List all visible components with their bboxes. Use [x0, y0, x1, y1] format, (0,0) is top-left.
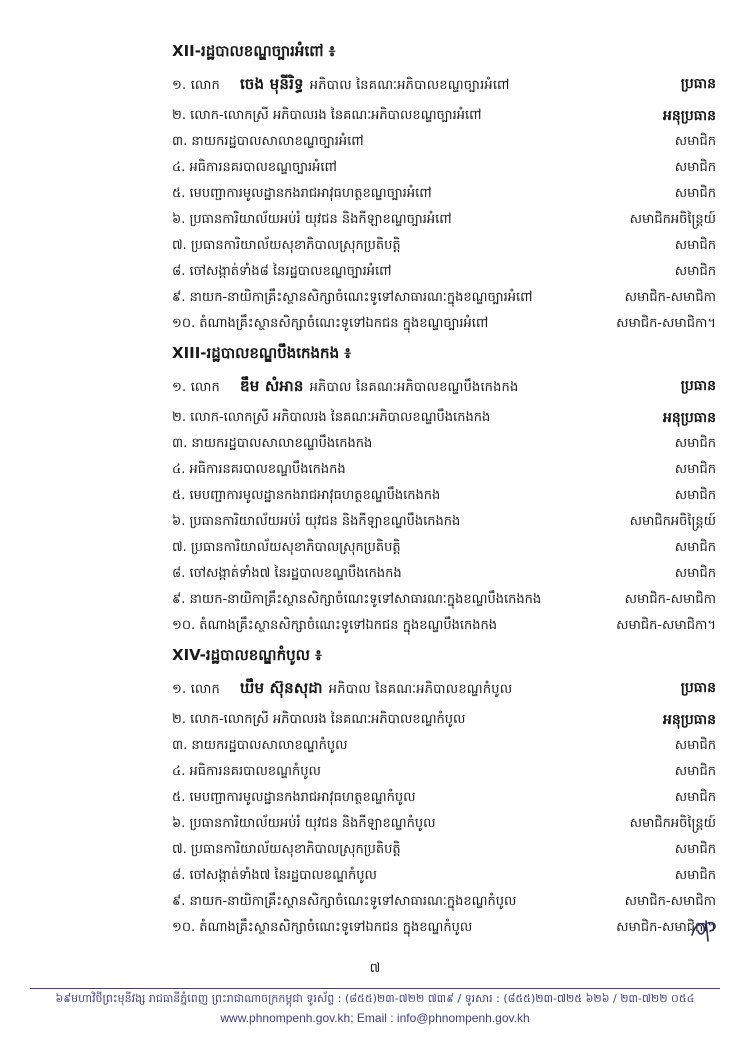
member-text: ៧. ប្រធានការិយាល័យសុខាភិបាលស្រុកប្រតិបត្តិ — [172, 540, 401, 555]
member-text: ៩. នាយក-នាយិកាគ្រឹះស្ថានសិក្សាចំណេះទូទៅសាធារណៈក្នុងខណ្ឌកំបូល — [172, 894, 517, 909]
member-text: ៥. មេបញ្ជាការមូលដ្ឋានកងរាជអាវុធហត្ថខណ្ឌបឹងកេងកង — [172, 488, 441, 503]
member-row — [0, 588, 750, 612]
member-text: ៣. នាយករដ្ឋបាលសាលាខណ្ឌច្បារអំពៅ — [172, 134, 364, 149]
member-position: សមាជិកអចិន្ត្រៃយ៍ — [629, 212, 716, 227]
member-text: ៩. នាយក-នាយិកាគ្រឹះស្ថានសិក្សាចំណេះទូទៅសាធារណៈក្នុងខណ្ឌបឹងកេងកង — [172, 592, 542, 607]
chair-role: អភិបាល នៃគណៈអភិបាលខណ្ឌបឹងកេងកង — [309, 380, 519, 395]
footer-divider — [30, 988, 720, 989]
member-row — [0, 432, 750, 456]
member-position: សមាជិក — [674, 842, 716, 857]
chair-name: ចេង មុនីរិទ្ធ — [240, 75, 304, 93]
member-row — [0, 312, 750, 336]
member-text: ៧. ប្រធានការិយាល័យសុខាភិបាលស្រុកប្រតិបត្តិ — [172, 842, 401, 857]
member-text: ៤. អធិការនគរបាលខណ្ឌកំបូល — [172, 764, 321, 779]
section-title: XII-រដ្ឋបាលខណ្ឌច្បារអំពៅ ៖ — [172, 42, 336, 60]
member-row — [0, 562, 750, 586]
member-position: អនុប្រធាន — [662, 410, 716, 426]
member-text: ៨. ចៅសង្កាត់ទាំង៧ នៃរដ្ឋបាលខណ្ឌបឹងកេងកង — [172, 566, 402, 581]
chair-role: អភិបាល នៃគណៈអភិបាលខណ្ឌកំបូល — [328, 682, 513, 697]
section-title: XIII-រដ្ឋបាលខណ្ឌបឹងកេងកង ៖ — [172, 344, 351, 362]
member-row — [0, 510, 750, 534]
member-row — [0, 156, 750, 180]
member-row — [0, 234, 750, 258]
member-row — [0, 406, 750, 430]
footer-address: ៦៩មហាវិថីព្រះមុនីវង្ស រាជធានីភ្នំពេញ ព្រះរាជាណាចក្រកម្ពុជា ទូរស័ព្ទ : (៨៥៥)២៣-៧២២ ៧៣៩ / ទូរសារ : (៨៥៥)២៣-៧២៥ ៦២៦ / ២៣-៧២២ ០៥៤ — [55, 992, 695, 1005]
member-text: ១០. តំណាងគ្រឹះស្ថានសិក្សាចំណេះទូទៅឯកជន ក្នុងខណ្ឌច្បារអំពៅ — [172, 316, 489, 331]
footer-website: www.phnompenh.gov.kh; Email : info@phnompenh.gov.kh — [220, 1011, 530, 1025]
member-text: ៦. ប្រធានការិយាល័យអប់រំ យុវជន និងកីឡាខណ្ឌកំបូល — [172, 816, 436, 831]
member-text: ៧. ប្រធានការិយាល័យសុខាភិបាលស្រុកប្រតិបត្តិ — [172, 238, 401, 253]
chair-name: ឃឹម ស៊ុនសុដា — [240, 679, 323, 697]
member-row — [0, 864, 750, 888]
initials-signature-icon — [688, 915, 720, 943]
chair-name: ឌឹម សំអាន — [240, 377, 304, 395]
member-row — [0, 708, 750, 732]
member-row — [0, 458, 750, 482]
member-position: សមាជិក — [674, 868, 716, 883]
member-position: សមាជិក — [674, 764, 716, 779]
member-position: សមាជិក-សមាជិកា។ — [616, 316, 716, 331]
member-row — [0, 812, 750, 836]
chair-role: អភិបាល នៃគណៈអភិបាលខណ្ឌច្បារអំពៅ — [309, 78, 510, 93]
chair-position: ប្រធាន — [680, 76, 716, 92]
member-position: សមាជិក — [674, 238, 716, 253]
member-row — [0, 182, 750, 206]
member-position: សមាជិក-សមាជិកា — [624, 894, 716, 909]
chair-position: ប្រធាន — [680, 680, 716, 696]
member-text: ៨. ចៅសង្កាត់ទាំង៧ នៃរដ្ឋបាលខណ្ឌកំបូល — [172, 868, 377, 883]
member-position: សមាជិក — [674, 134, 716, 149]
member-text: ១០. តំណាងគ្រឹះស្ថានសិក្សាចំណេះទូទៅឯកជន ក្នុងខណ្ឌបឹងកេងកង — [172, 618, 497, 633]
member-position: សមាជិកអចិន្ត្រៃយ៍ — [629, 514, 716, 529]
member-row — [0, 890, 750, 914]
chair-number: ១. លោក — [172, 78, 220, 93]
member-position: សមាជិក — [674, 488, 716, 503]
member-row — [0, 484, 750, 508]
chair-position: ប្រធាន — [680, 378, 716, 394]
member-row — [0, 838, 750, 862]
member-text: ៣. នាយករដ្ឋបាលសាលាខណ្ឌកំបូល — [172, 738, 348, 753]
member-text: ៣. នាយករដ្ឋបាលសាលាខណ្ឌបឹងកេងកង — [172, 436, 373, 451]
member-text: ៦. ប្រធានការិយាល័យអប់រំ យុវជន និងកីឡាខណ្ឌច្បារអំពៅ — [172, 212, 452, 227]
member-row — [0, 786, 750, 810]
member-position: សមាជិក — [674, 462, 716, 477]
member-position: សមាជិក — [674, 436, 716, 451]
member-position: សមាជិក — [674, 186, 716, 201]
member-row — [0, 760, 750, 784]
member-position: សមាជិក-សមាជិកា — [624, 592, 716, 607]
member-text: ៦. ប្រធានការិយាល័យអប់រំ យុវជន និងកីឡាខណ្ឌបឹងកេងកង — [172, 514, 461, 529]
chair-row — [0, 374, 750, 398]
member-text: ៤. អធិការនគរបាលខណ្ឌបឹងកេងកង — [172, 462, 346, 477]
member-row — [0, 614, 750, 638]
member-position: សមាជិក — [674, 738, 716, 753]
chair-row — [0, 72, 750, 96]
member-text: ២. លោក-លោកស្រី អភិបាលរង នៃគណៈអភិបាលខណ្ឌកំបូល — [172, 712, 466, 727]
member-row — [0, 104, 750, 128]
member-text: ១០. តំណាងគ្រឹះស្ថានសិក្សាចំណេះទូទៅឯកជន ក្នុងខណ្ឌកំបូល — [172, 920, 473, 935]
member-row — [0, 734, 750, 758]
member-position: អនុប្រធាន — [662, 108, 716, 124]
member-position: សមាជិក — [674, 160, 716, 175]
member-row — [0, 536, 750, 560]
member-row — [0, 916, 750, 940]
section-title: XIV-រដ្ឋបាលខណ្ឌកំបូល ៖ — [172, 646, 322, 664]
chair-row — [0, 676, 750, 700]
member-text: ៤. អធិការនគរបាលខណ្ឌច្បារអំពៅ — [172, 160, 337, 175]
member-row — [0, 286, 750, 310]
chair-number: ១. លោក — [172, 380, 220, 395]
member-position: សមាជិក-សមាជិកា — [624, 290, 716, 305]
member-row — [0, 208, 750, 232]
member-row — [0, 130, 750, 154]
member-text: ៨. ចៅសង្កាត់ទាំង៨ នៃរដ្ឋបាលខណ្ឌច្បារអំពៅ — [172, 264, 392, 279]
member-position: សមាជិក — [674, 540, 716, 555]
member-position: សមាជិក-សមាជិកា។ — [616, 618, 716, 633]
member-position: សមាជិក — [674, 790, 716, 805]
member-position: សមាជិកអចិន្ត្រៃយ៍ — [629, 816, 716, 831]
member-text: ២. លោក-លោកស្រី អភិបាលរង នៃគណៈអភិបាលខណ្ឌច្បារអំពៅ — [172, 108, 482, 123]
member-position: សមាជិក — [674, 566, 716, 581]
member-row — [0, 260, 750, 284]
member-text: ៥. មេបញ្ជាការមូលដ្ឋានកងរាជអាវុធហត្ថខណ្ឌកំបូល — [172, 790, 416, 805]
member-position: សមាជិក — [674, 264, 716, 279]
member-text: ៥. មេបញ្ជាការមូលដ្ឋានកងរាជអាវុធហត្ថខណ្ឌច្បារអំពៅ — [172, 186, 432, 201]
page-number: ៧ — [369, 961, 381, 976]
member-text: ២. លោក-លោកស្រី អភិបាលរង នៃគណៈអភិបាលខណ្ឌបឹងកេងកង — [172, 410, 491, 425]
member-text: ៩. នាយក-នាយិកាគ្រឹះស្ថានសិក្សាចំណេះទូទៅសាធារណៈក្នុងខណ្ឌច្បារអំពៅ — [172, 290, 533, 305]
member-position: អនុប្រធាន — [662, 712, 716, 728]
member-position: សមាជិក-សមាជិកា។ — [616, 920, 716, 935]
chair-number: ១. លោក — [172, 682, 220, 697]
